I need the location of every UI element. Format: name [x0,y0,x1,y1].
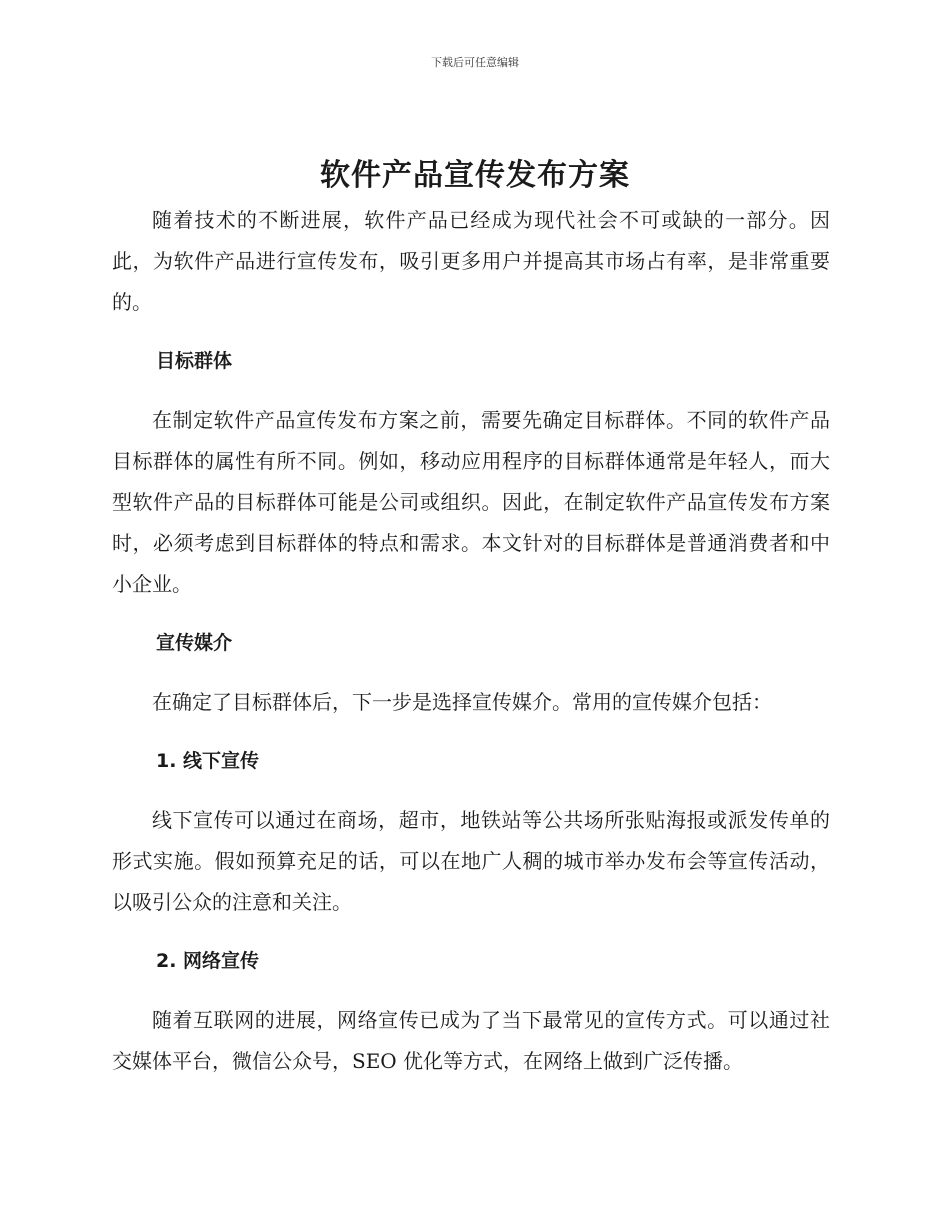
section-heading-target-group: 目标群体 [156,350,233,372]
section-heading-offline: 1. 线下宣传 [156,750,260,772]
section-heading-media: 宣传媒介 [156,632,233,654]
section-paragraph-offline: 线下宣传可以通过在商场，超市，地铁站等公共场所张贴海报或派发传单的形式实施。假如预算充足的话，可以在地广人稠的城市举办发布会等宣传活动，以吸引公众的注意和关注。 [112,808,830,914]
section-heading-online: 2. 网络宣传 [156,950,260,972]
page-header-note: 下载后可任意编辑 [431,56,519,69]
section-paragraph-media: 在确定了目标群体后，下一步是选择宣传媒介。常用的宣传媒介包括： [152,690,772,714]
document-title: 软件产品宣传发布方案 [320,158,630,193]
document-body [112,200,830,1100]
section-paragraph-online: 随着互联网的进展，网络宣传已成为了当下最常见的宣传方式。可以通过社交媒体平台，微信公众号，SEO 优化等方式，在网络上做到广泛传播。 [112,1008,830,1073]
section-paragraph-target-group: 在制定软件产品宣传发布方案之前，需要先确定目标群体。不同的软件产品目标群体的属性有所不同。例如，移动应用程序的目标群体通常是年轻人，而大型软件产品的目标群体可能是公司或组织。因此，在制定软件产品宣传发布方案时，必须考虑到目标群体的特点和需求。本文针对的目标群体是普通消费者和中小企业。 [112,408,830,596]
intro-paragraph: 随着技术的不断进展，软件产品已经成为现代社会不可或缺的一部分。因此，为软件产品进行宣传发布，吸引更多用户并提高其市场占有率，是非常重要的。 [112,208,830,314]
